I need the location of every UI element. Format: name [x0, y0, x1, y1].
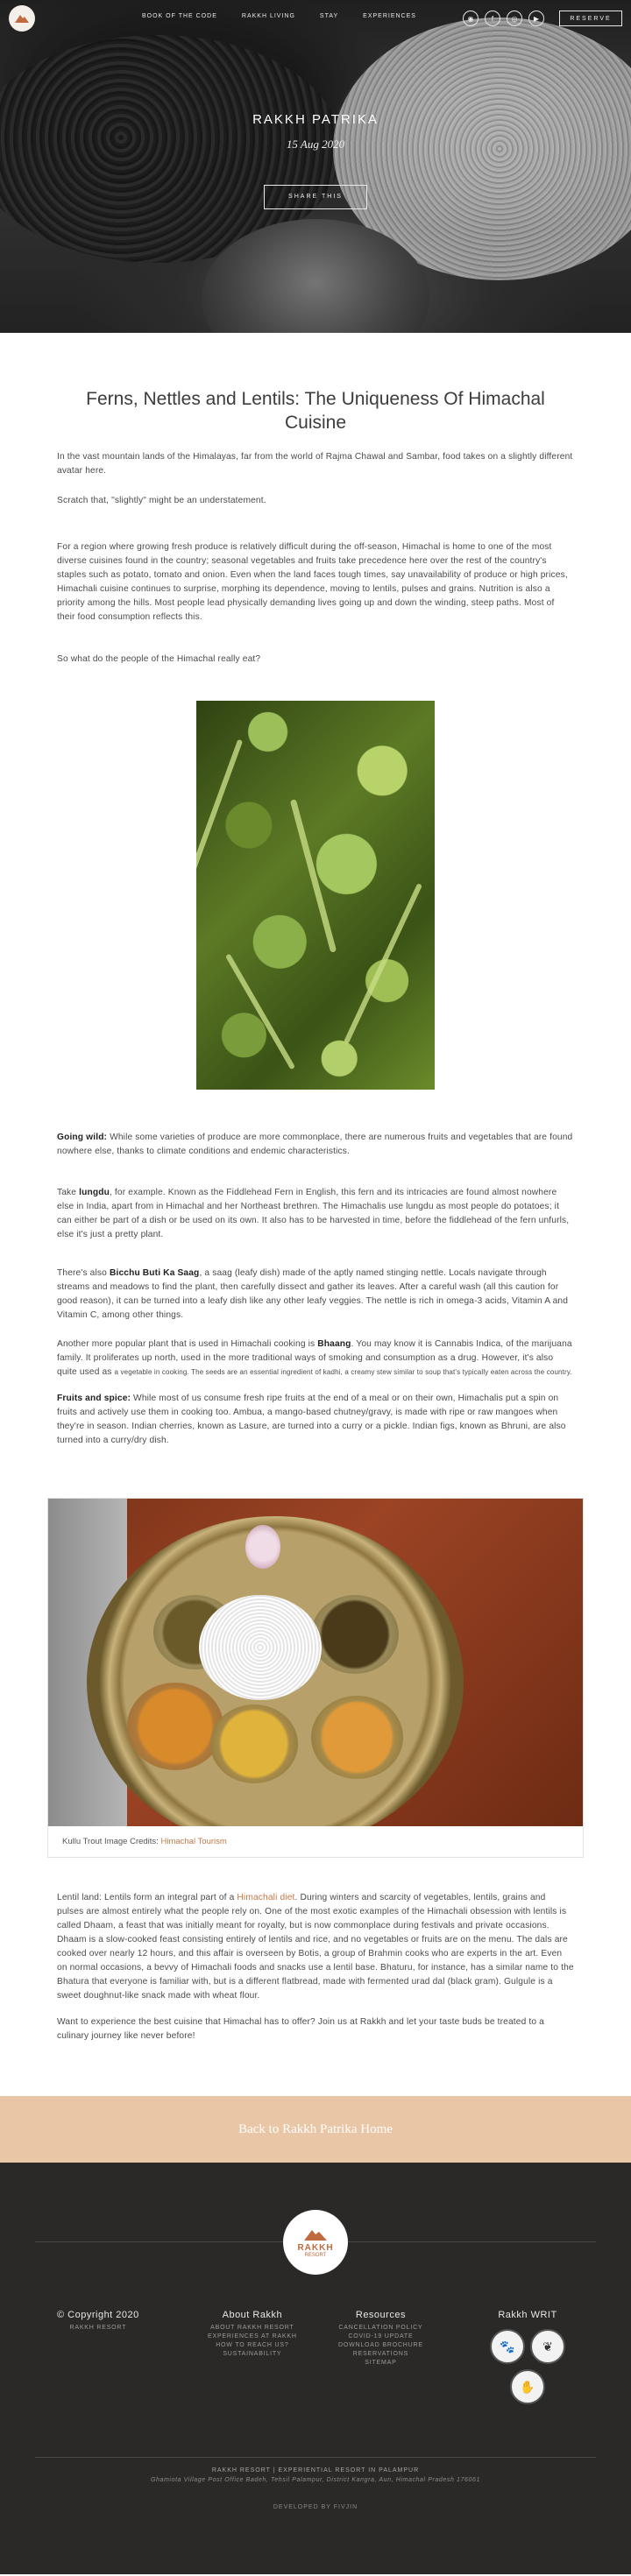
share-button[interactable]: SHARE THIS [264, 185, 367, 209]
mountain-logo-icon [13, 10, 31, 27]
footer-writ [484, 2310, 571, 2404]
bhaang-paragraph: Another more popular plant that is used in Himachali cooking is Bhaang. You may know it is Cannabis Indica, of the marijuana family. It proliferates up north, used in the more traditional ways of smoking and consumption as a drug. However, it's also quite used as a vegetable in cooking. The seeds are an essential ingredient of kadhi, a creamy stew similar to soup that's typically eaten across the country. [57, 1339, 572, 1377]
youtube-icon[interactable]: ▶ [528, 11, 544, 26]
bichhu-paragraph: There's also Bicchu Buti Ka Saag, a saag (leafy dish) made of the aptly named stinging nettle. Locals navigate through streams and meadows to find the plant, then carefully dissect and gather its leaves. After a careful wash (all this caution for good reason), it can be turned into a leafy dish like any other leafy veggies. The nettle is rich in omega-3 acids, Vitamin A and Vitamin C, among other things. [57, 1268, 569, 1320]
article-body [0, 333, 631, 1448]
post-date: 15 Aug 2020 [286, 138, 345, 151]
mountain-logo-icon [303, 2227, 328, 2241]
instagram-icon[interactable]: ◎ [507, 11, 522, 26]
nav-item-experiences[interactable]: EXPERIENCES [363, 13, 416, 19]
facebook-icon[interactable]: f [485, 11, 500, 26]
tripadvisor-icon[interactable]: ◉ [463, 11, 479, 26]
article-title: Ferns, Nettles and Lentils: The Uniqueness Of Himachal Cuisine [86, 389, 545, 433]
himachali-thali-image [48, 1499, 583, 1826]
paw-badge-icon: 🐾 [490, 2329, 525, 2364]
about-heading: About Rakkh [222, 2310, 283, 2320]
footer-link-covid[interactable]: COVID-19 UPDATE [348, 2333, 414, 2340]
site-footer [0, 2163, 631, 2574]
fiddlehead-fern-image [196, 701, 435, 1090]
hero-bowl-image [202, 219, 429, 333]
copyright-sub: RAKKH RESORT [69, 2325, 127, 2331]
footer-logo[interactable] [283, 2210, 348, 2275]
nav-item-stay[interactable]: STAY [319, 13, 339, 19]
image-caption: Kullu Trout Image Credits: Himachal Tourism [62, 1837, 227, 1846]
back-to-patrika-label: Back to Rakkh Patrika Home [238, 2121, 393, 2136]
thali-section [0, 1448, 631, 1858]
scratch-paragraph: Scratch that, "slightly" might be an understatement. [57, 496, 266, 505]
address-line-1: RAKKH RESORT | EXPERIENTIAL RESORT IN PALAMPUR [211, 2467, 420, 2474]
footer-link-about[interactable]: ABOUT RAKKH RESORT [210, 2325, 294, 2331]
footer-link-reach[interactable]: HOW TO REACH US? [216, 2342, 289, 2348]
region-paragraph: For a region where growing fresh produce is relatively difficult during the off-season, Himachal is home to one of the most diverse cuisines found in the country; seasonal vegetables and fruits take precedence here over the rest of the country's staples such as potato, tomato and onion. Even when the land faces tough times, say unavailability of produce or high prices, Himachali cuisine continues to surprise, morphing its dependence, moving to lentils, pulses and grains. Nutrition is also a priority among the hills. Most people lead physically demanding lives going up and down the winding, steep paths. Most of their food consumption reflects this. [57, 542, 568, 622]
footer-logo-brand: RAKKH [297, 2242, 334, 2253]
nav-menu [142, 13, 416, 19]
going-wild-paragraph: Going wild: While some varieties of produce are more commonplace, there are numerous fruits and vegetables that are found nowhere else, thanks to climate conditions and endemic characteristics. [57, 1133, 573, 1156]
footer-about [208, 2310, 297, 2359]
footer-logo-est: RESORT [304, 2252, 327, 2258]
address-line-2: Ghamiota Village Post Office Badeh, Tehsil Palampur, District Kangra, Aun, Himachal Pradesh 176061 [150, 2477, 481, 2483]
footer-link-sitemap[interactable]: SITEMAP [365, 2360, 397, 2366]
footer-link-reservations[interactable]: RESERVATIONS [352, 2351, 409, 2357]
himachal-tourism-link[interactable]: Himachal Tourism [160, 1837, 227, 1846]
himachali-diet-link[interactable]: Himachali diet [237, 1893, 295, 1902]
article-body-continued [0, 1858, 631, 2043]
social-icons [463, 11, 544, 26]
hero-banner [0, 0, 631, 333]
developed-by[interactable]: DEVELOPED BY FIVJIN [273, 2504, 358, 2510]
copyright-text: © Copyright 2020 [57, 2310, 139, 2320]
closing-paragraph: Want to experience the best cuisine that Himachal has to offer? Join us at Rakkh and let your taste buds be treated to a culinary journey like never before! [57, 2017, 544, 2041]
intro-paragraph: In the vast mountain lands of the Himalayas, far from the world of Rajma Chawal and Sambar, food takes on a slightly different avatar here. [57, 452, 573, 476]
resources-heading: Resources [355, 2310, 406, 2320]
question-paragraph: So what do the people of the Himachal really eat? [57, 654, 261, 664]
lentil-paragraph: Lentil land: Lentils form an integral part of a Himachali diet. During winters and scarcity of vegetables, lentils, grains and pulses are almost entirely what the people rely on. One of the most exotic examples of the Himachali obsession with lentils is called Dhaam, a feast that was initially meant for royalty, but is now commonplace during festivals and private occasions. Dhaam is a slow-cooked feast consisting entirely of lentils and rice, and no vegetables or fruits are on the menu. The dals are cooked over nearly 12 hours, and this affair is overseen by Botis, a group of Brahmin cooks who are experts in the art. Even on normal occasions, a bevvy of Himachali foods and snacks use a lentil base. Bhaturu, for instance, has a similar name to the Bhatura that everyone is familiar with, but is a different flatbread, made with fermented urad dal (black gram). Gulgule is a sweet doughnut-like snack made with wheat flour. [57, 1893, 574, 2001]
leaf-badge-icon: ❦ [530, 2329, 565, 2364]
fruits-paragraph: Fruits and spice: While most of us consume fresh ripe fruits at the end of a meal or on their own, Himachalis put a spin on fruits and actively use them in cooking too. Ambua, a mango-based chutney/gravy, is made with ripe or raw mangoes when they're in season. Indian cherries, known as Lasure, are turned into a curry or a pickle. Indian figs, known as Bhruni, are also turned into a curry/dry dish. [57, 1394, 566, 1445]
footer-link-cancellation[interactable]: CANCELLATION POLICY [338, 2325, 423, 2331]
nav-item-rakkh-living[interactable]: RAKKH LIVING [241, 13, 295, 19]
lungdu-paragraph: Take lungdu, for example. Known as the Fiddlehead Fern in English, this fern and its intricacies are found almost nowhere else in India, apart from in Himachal and her Northeast brethren. The Himachalis use lungdu as most people do potatoes; it can either be part of a dish or be used on its own. It also has to be harvested in time, before the fiddlehead of the fern unfurls, else it's just a pretty plant. [57, 1188, 570, 1239]
thali-figure [47, 1498, 584, 1858]
footer-address [0, 2467, 631, 2483]
footer-copyright [57, 2310, 139, 2333]
hands-badge-icon: ✋ [510, 2369, 545, 2404]
hero-content [0, 112, 631, 209]
rakkh-logo[interactable] [9, 5, 35, 32]
reserve-button[interactable]: RESERVE [559, 11, 622, 26]
back-to-patrika-button[interactable] [0, 2096, 631, 2163]
page-title: RAKKH PATRIKA [252, 112, 379, 127]
footer-resources [338, 2310, 423, 2368]
nav-item-book-of-the-code[interactable]: BOOK OF THE CODE [142, 13, 217, 19]
footer-link-experiences[interactable]: EXPERIENCES AT RAKKH [208, 2333, 297, 2340]
top-navbar [0, 0, 631, 39]
footer-link-sustainability[interactable]: SUSTAINABILITY [223, 2351, 282, 2357]
footer-link-brochure[interactable]: DOWNLOAD BROCHURE [338, 2342, 423, 2348]
writ-heading: Rakkh WRIT [498, 2310, 557, 2320]
